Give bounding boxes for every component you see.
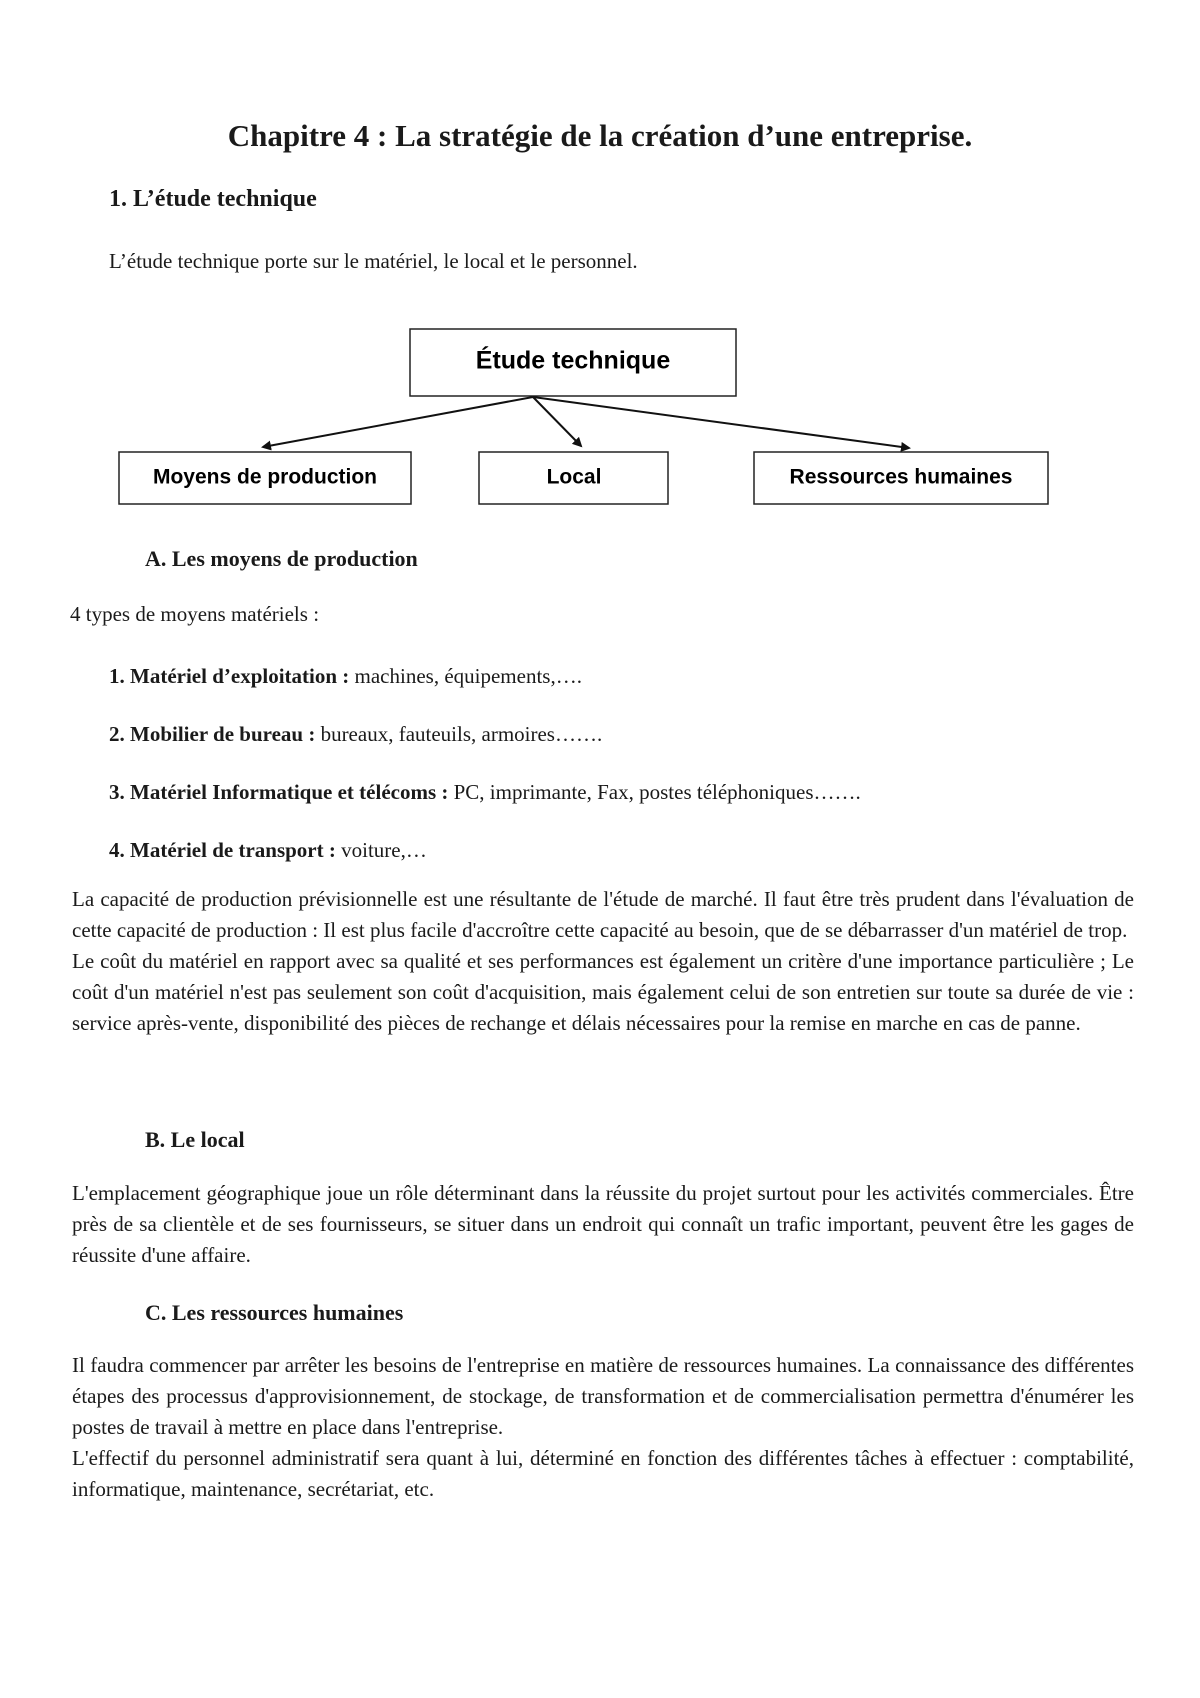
diagram-root-label: Étude technique bbox=[475, 346, 671, 375]
section-intro: L’étude technique porte sur le matériel, le local et le personnel. bbox=[109, 249, 638, 273]
list-item-text: machines, équipements,…. bbox=[349, 664, 582, 688]
list-item bbox=[109, 664, 582, 689]
section-heading-etude-technique: 1. L’étude technique bbox=[109, 186, 317, 212]
diagram-node-label: Moyens de production bbox=[152, 465, 378, 489]
diagram-arrow-left bbox=[263, 397, 533, 447]
list-item-label: 1. Matériel d’exploitation : bbox=[109, 664, 350, 688]
paragraph-block-ressources bbox=[72, 1350, 1134, 1505]
list-item bbox=[109, 722, 602, 747]
subsection-intro: 4 types de moyens matériels : bbox=[70, 602, 320, 626]
diagram-arrow-right bbox=[533, 397, 909, 448]
list-item-text: voiture,… bbox=[335, 838, 427, 862]
list-item-label: 2. Mobilier de bureau : bbox=[109, 722, 316, 746]
list-item bbox=[109, 838, 427, 863]
diagram-arrow-middle bbox=[533, 397, 581, 446]
diagram-node-label: Local bbox=[546, 465, 602, 489]
subsection-heading-local: B. Le local bbox=[145, 1127, 245, 1152]
paragraph-block-moyens bbox=[72, 884, 1134, 1039]
paragraph: Il faudra commencer par arrêter les besoins de l'entreprise en matière de ressources humaines. La connaissance des différentes étapes des processus d'approvisionnement, de stockage, de transformation et de commercialisation permettra d'énumérer les postes de travail à mettre en place dans l'entreprise. bbox=[72, 1353, 1134, 1439]
paragraph: Le coût du matériel en rapport avec sa qualité et ses performances est également un critère d'une importance particulière ; Le coût d'un matériel n'est pas seulement son coût d'acquisition, mais également celui de son entretien sur toute sa durée de vie : service après-vente, disponibilité des pièces de rechange et délais nécessaires pour la remise en marche en cas de panne. bbox=[72, 949, 1134, 1035]
list-item bbox=[109, 780, 861, 805]
list-item-text: PC, imprimante, Fax, postes téléphoniques……. bbox=[448, 780, 861, 804]
diagram-node-ressources-humaines bbox=[754, 452, 1048, 504]
paragraph: L'emplacement géographique joue un rôle déterminant dans la réussite du projet surtout pour les activités commerciales. Être près de sa clientèle et de ses fournisseurs, se situer dans un endroit qui connaît un trafic important, peuvent être les gages de réussite d'une affaire. bbox=[72, 1181, 1134, 1267]
diagram-node-local bbox=[479, 452, 668, 504]
list-item-label: 3. Matériel Informatique et télécoms : bbox=[109, 780, 449, 804]
subsection-heading-moyens: A. Les moyens de production bbox=[145, 546, 418, 571]
diagram-node-moyens-de-production bbox=[119, 452, 411, 504]
subsection-heading-ressources: C. Les ressources humaines bbox=[145, 1300, 404, 1325]
paragraph-block-local bbox=[72, 1178, 1134, 1271]
paragraph: L'effectif du personnel administratif sera quant à lui, déterminé en fonction des différentes tâches à effectuer : comptabilité, informatique, maintenance, secrétariat, etc. bbox=[72, 1446, 1134, 1501]
list-item-label: 4. Matériel de transport : bbox=[109, 838, 336, 862]
etude-technique-diagram bbox=[0, 0, 1200, 520]
chapter-title: Chapitre 4 : La stratégie de la création d’une entreprise. bbox=[227, 118, 973, 153]
paragraph: La capacité de production prévisionnelle est une résultante de l'étude de marché. Il faut être très prudent dans l'évaluation de cette capacité de production : Il est plus facile d'accroître cette capacité au besoin, que de se débarrasser d'un matériel de trop. bbox=[72, 887, 1134, 942]
diagram-node-label: Ressources humaines bbox=[789, 465, 1013, 489]
list-item-text: bureaux, fauteuils, armoires……. bbox=[315, 722, 603, 746]
diagram-root-node bbox=[410, 329, 736, 396]
